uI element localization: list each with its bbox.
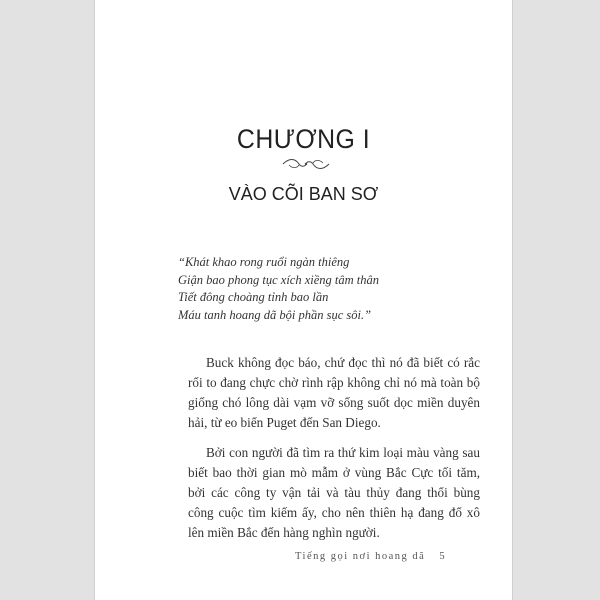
epigraph-line: Giận bao phong tục xích xiềng tâm thân <box>178 272 380 287</box>
paragraph: Buck không đọc báo, chứ đọc thì nó đã biết có rắc rối to đang chực chờ rình rập không chỉ nó mà toàn bộ giống chó lông dài vạm vỡ sống suốt dọc miền duyên hải, từ eo biển Puget đến San Diego. <box>188 355 480 430</box>
epigraph-line: “Khát khao rong ruổi ngàn thiêng <box>178 255 350 269</box>
chapter-title: CHƯƠNG I <box>236 124 371 154</box>
page-footer <box>295 551 446 562</box>
body-text <box>188 353 480 553</box>
epigraph-line: Tiết đông choàng tỉnh bao lần <box>178 290 329 304</box>
book-page <box>94 0 513 600</box>
epigraph-line: Máu tanh hoang dã bội phần sục sôi.” <box>178 307 372 322</box>
chapter-subtitle: VÀO CÕI BAN SƠ <box>228 184 379 204</box>
flourish-ornament-icon <box>281 156 331 172</box>
page-number: 5 <box>439 551 447 562</box>
running-title: Tiếng gọi nơi hoang dã <box>295 551 426 562</box>
paragraph: Bởi con người đã tìm ra thứ kim loại màu vàng sau biết bao thời gian mò mẫm ở vùng Bắc Cực tối tăm, bởi các công ty vận tải và tàu thủy đang thổi bùng công cuộc tìm kiếm ấy, cho nên thiên hạ đang đổ xô lên miền Bắc đến hàng nghìn người. <box>188 445 480 540</box>
epigraph <box>178 254 478 324</box>
